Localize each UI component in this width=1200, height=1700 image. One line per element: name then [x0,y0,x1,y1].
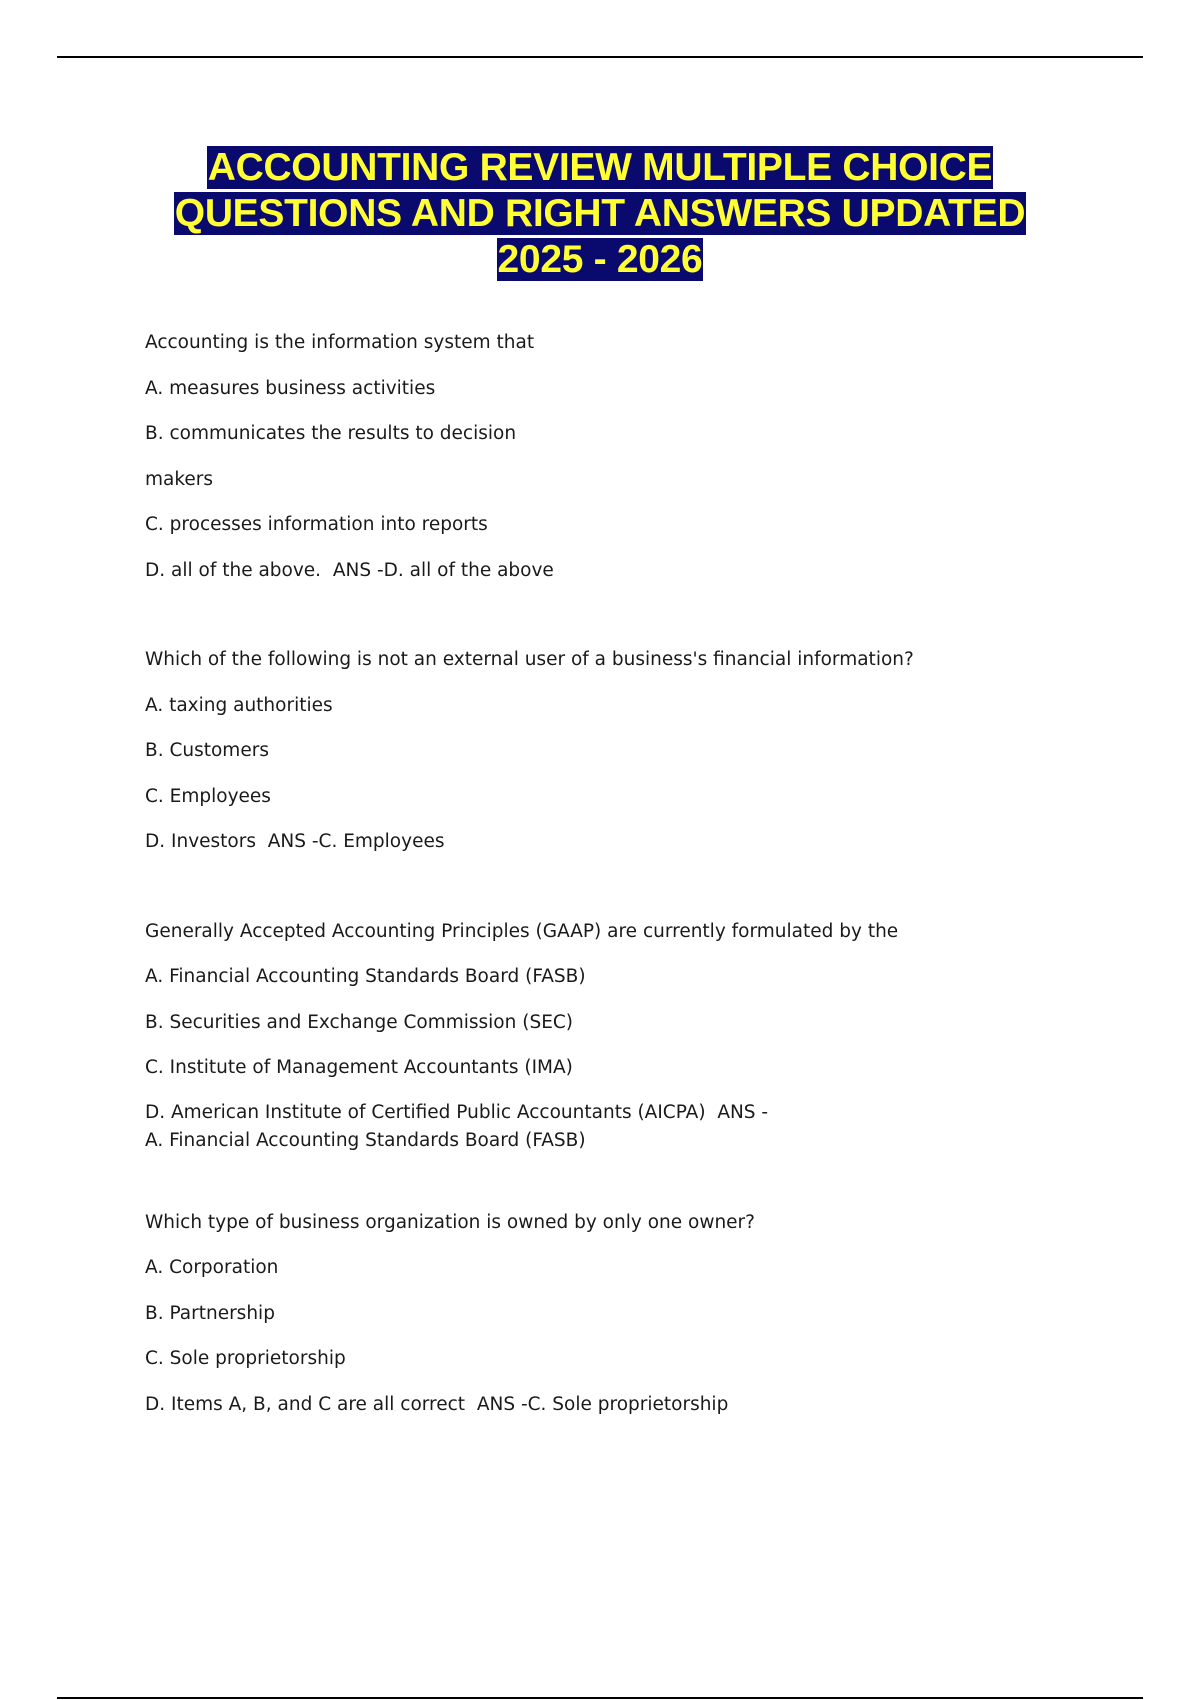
option-a: A. Financial Accounting Standards Board (FASB) [145,966,586,987]
question-1 [145,328,1105,601]
spacer [145,873,1105,917]
question-text: Which type of business organization is owned by only one owner? [145,1211,755,1233]
bottom-rule [57,1697,1143,1699]
option-c: C. processes information into reports [145,514,488,535]
question-text: Generally Accepted Accounting Principles (GAAP) are currently formulated by the [145,920,899,942]
option-a: A. taxing authorities [145,694,333,716]
question-text: Accounting is the information system that [145,332,535,353]
top-rule [57,56,1143,58]
option-c: C. Institute of Management Accountants (IMA) [145,1057,573,1078]
spacer [145,601,1105,645]
spacer [145,1155,1105,1208]
title-line-2: QUESTIONS AND RIGHT ANSWERS UPDATED [174,192,1026,235]
answer-continued: A. Financial Accounting Standards Board (FASB) [145,1129,586,1151]
question-text: Which of the following is not an external user of a business's financial information? [145,649,914,670]
option-d-with-answer: D. Items A, B, and C are all correct ANS -C. Sole proprietorship [145,1393,729,1415]
option-c: C. Employees [145,785,271,807]
question-2 [145,645,1105,873]
option-b-continued: makers [145,468,214,490]
title-line-1: ACCOUNTING REVIEW MULTIPLE CHOICE [207,146,993,189]
title-line-3: 2025 - 2026 [497,238,703,281]
option-d-with-answer: D. all of the above. ANS -D. all of the above [145,559,554,581]
option-b: B. Securities and Exchange Commission (SEC) [145,1011,574,1033]
option-d-with-answer: D. Investors ANS -C. Employees [145,831,445,852]
option-d: D. American Institute of Certified Public Accountants (AICPA) ANS - [145,1101,769,1123]
option-c: C. Sole proprietorship [145,1348,346,1369]
option-b: B. Partnership [145,1302,275,1324]
question-4 [145,1208,1105,1436]
question-list [145,328,1105,1435]
question-3 [145,917,1105,1155]
document-title [0,145,1200,283]
option-b: B. communicates the results to decision [145,423,517,444]
option-b: B. Customers [145,740,269,761]
option-a: A. measures business activities [145,377,436,399]
option-a: A. Corporation [145,1257,279,1278]
